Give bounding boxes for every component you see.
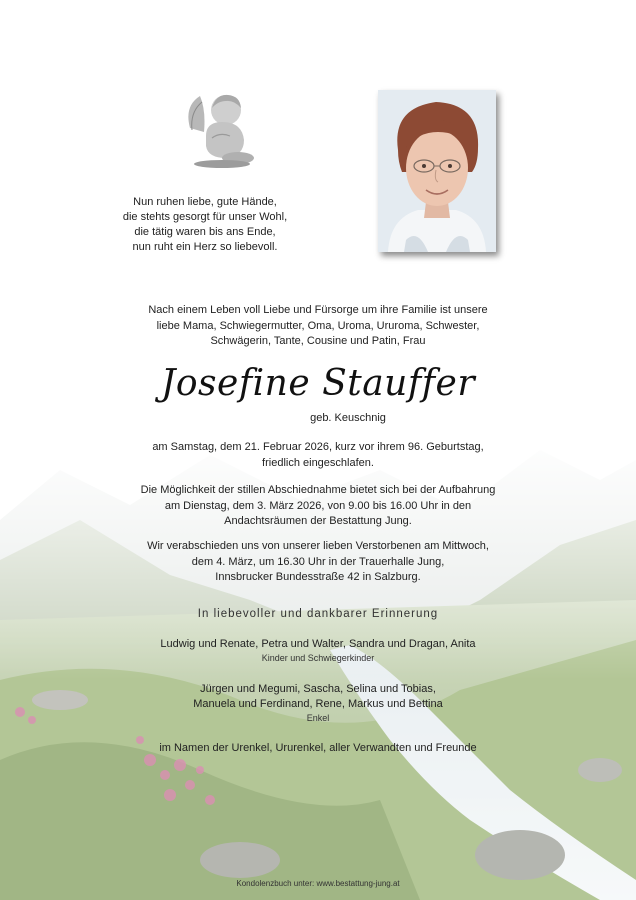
viewing-line: Die Möglichkeit der stillen Abschiednahme bietet sich bei der Aufbahrung [140, 484, 496, 496]
grandchildren-names: Jürgen und Megumi, Sascha, Selina und Tobias, [200, 683, 436, 695]
woman-portrait-icon [378, 90, 496, 252]
poem-line: Nun ruhen liebe, gute Hände, [133, 196, 277, 208]
intro-text [100, 303, 536, 350]
poem-line: die stehts gesorgt für unser Wohl, [122, 211, 288, 223]
condolence-footer: Kondolenzbuch unter: www.bestattung-jung.at [236, 879, 400, 888]
others-line: im Namen der Urenkel, Ururenkel, aller Verwandten und Freunde [159, 742, 477, 754]
grandchildren-relation: Enkel [306, 713, 330, 723]
grandchildren-names: Manuela und Ferdinand, Rene, Markus und Bettina [193, 698, 443, 710]
memorial-poem [120, 195, 290, 255]
children-names: Ludwig und Renate, Petra und Walter, Sandra und Dragan, Anita [160, 638, 476, 650]
viewing-line: Andachtsräumen der Bestattung Jung. [224, 515, 412, 527]
farewell-line: dem 4. März, um 16.30 Uhr in der Trauerhalle Jung, [191, 555, 445, 568]
children-relation: Kinder und Schwiegerkinder [261, 653, 375, 663]
death-notice-line: friedlich eingeschlafen. [262, 456, 374, 469]
death-notice [100, 440, 536, 471]
angel-figurine-icon [182, 88, 260, 168]
portrait-photo [378, 90, 496, 252]
maiden-name: geb. Keuschnig [310, 412, 386, 424]
poem-line: nun ruht ein Herz so liebevoll. [132, 241, 278, 253]
deceased-name: Josefine Stauffer [160, 363, 476, 404]
intro-line: liebe Mama, Schwiegermutter, Oma, Uroma, Ururoma, Schwester, [156, 319, 480, 332]
intro-line: Nach einem Leben voll Liebe und Fürsorge um ihre Familie ist unsere [148, 304, 488, 316]
farewell-line: Innsbrucker Bundesstraße 42 in Salzburg. [215, 571, 421, 583]
farewell-line: Wir verabschieden uns von unserer lieben Verstorbenen am Mittwoch, [147, 540, 489, 552]
farewell-info [100, 539, 536, 586]
gratitude-line: In liebevoller und dankbarer Erinnerung [197, 608, 439, 620]
mourners-others [100, 741, 536, 756]
death-notice-line: am Samstag, dem 21. Februar 2026, kurz vor ihrem 96. Geburtstag, [152, 441, 484, 453]
mourners-children [100, 637, 536, 664]
poem-line: die tätig waren bis ans Ende, [134, 226, 276, 238]
intro-line: Schwägerin, Tante, Cousine und Patin, Frau [210, 335, 426, 347]
mourners-grandchildren [100, 682, 536, 724]
viewing-info [100, 483, 536, 530]
viewing-line: am Dienstag, dem 3. März 2026, von 9.00 bis 16.00 Uhr in den [164, 499, 472, 512]
